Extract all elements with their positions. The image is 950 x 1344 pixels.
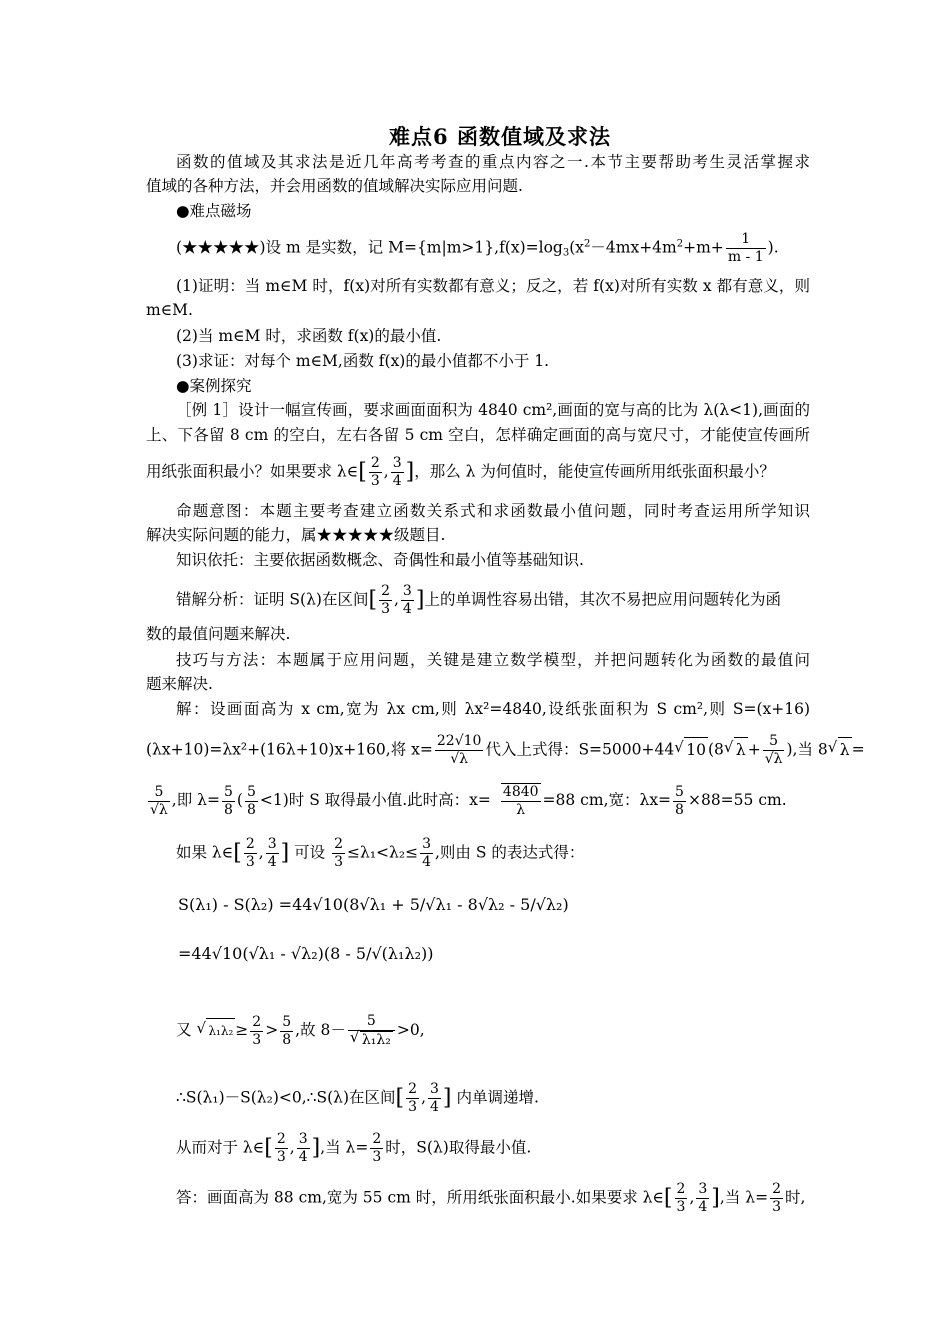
fraction: [332, 836, 345, 871]
text-run: ≤λ₁<λ₂≤: [347, 843, 419, 862]
fraction: [401, 583, 414, 618]
text-run: ,当 λ=: [719, 1188, 769, 1207]
intro-line-2: 值域的各种方法，并会用函数的值域解决实际应用问题.: [146, 177, 523, 195]
text-run: ,故 8－: [295, 1021, 346, 1039]
fraction: [244, 836, 257, 871]
numerator: 5: [246, 783, 256, 800]
part-1-line-2: m∈M.: [146, 301, 193, 319]
text-run: ]: [415, 587, 425, 613]
numerator: 22√10: [436, 733, 482, 749]
denominator: √λ: [450, 751, 469, 767]
numerator: 5: [348, 1013, 395, 1031]
text-run: 用纸张面积最小？如果要求 λ∈: [146, 462, 359, 481]
text-run: ]: [280, 840, 290, 866]
denominator: 4: [267, 854, 277, 870]
text-run: (: [236, 791, 243, 809]
text-run: [: [358, 459, 367, 485]
denominator: 4: [402, 601, 412, 617]
numerator: 1: [726, 231, 766, 249]
part-2: (2)当 m∈M 时，求函数 f(x)的最小值.: [176, 327, 442, 345]
solution-line-1: 解：设画面高为 x cm,宽为 λx cm,则 λx²=4840,设纸张面积为 S cm²,则 S=(x+16): [176, 700, 810, 718]
text-run: ),当 8: [786, 740, 828, 759]
text-run: [: [663, 1185, 673, 1211]
fraction: [435, 733, 484, 768]
numerator: 5: [282, 1013, 292, 1030]
numerator: 3: [267, 836, 277, 852]
text-run: ∴S(λ₁)－S(λ₂)<0,∴S(λ)在区间: [176, 1088, 396, 1107]
fraction: [250, 1014, 263, 1049]
text-run: (x: [569, 238, 585, 257]
text-run: ]: [711, 1185, 720, 1211]
text-run: [: [264, 1135, 273, 1161]
numerator: 4840: [502, 784, 539, 800]
text-run: >0,: [396, 1021, 425, 1039]
text-run: ).: [767, 238, 779, 257]
numerator: 3: [392, 455, 402, 471]
denominator: 4: [298, 1149, 308, 1165]
denominator: 3: [252, 1031, 262, 1048]
numerator: 2: [676, 1181, 686, 1197]
fraction: [280, 1014, 293, 1049]
text-run: ,即 λ=: [171, 791, 220, 809]
fraction: [763, 733, 785, 768]
text-run: 如果 λ∈: [176, 843, 234, 862]
text-run: 3: [562, 247, 570, 259]
denominator: m - 1: [727, 249, 764, 265]
text-run: (★★★★★): [176, 238, 266, 257]
numerator: 2: [408, 1081, 418, 1097]
denominator: 3: [245, 854, 255, 870]
denominator: 3: [408, 1099, 418, 1115]
fraction: [420, 836, 433, 871]
fraction: [696, 1181, 709, 1216]
numerator: 2: [372, 1131, 382, 1147]
denominator: 8: [246, 801, 256, 818]
problem-statement: [176, 231, 810, 266]
page-title: 难点6 函数值域及求法: [389, 124, 611, 149]
numerator: 2: [334, 836, 344, 852]
text-run: 上的单调性容易出错，其次不易把应用问题转化为函: [424, 590, 781, 609]
solution-line-4: 如果 λ∈[ $\frac{2}{3}$ , $\frac{3}{4}$ ] 可设 $\frac{2}{3}$ ≤λ₁<λ₂≤ $\frac{3}{4}$ ,则由 S 的表达式得：: [176, 836, 585, 870]
text-run: +m+: [683, 238, 724, 257]
text-run: =88 cm,宽：λx=: [542, 791, 672, 809]
numerator: 2: [370, 455, 380, 471]
part-1-line-1: (1)证明：当 m∈M 时，f(x)对所有实数都有意义；反之，若 f(x)对所有实数 x 都有意义，则: [176, 277, 810, 295]
denominator: 3: [381, 601, 390, 617]
denominator: 8: [223, 801, 233, 818]
text-run: 代入上式得：S=5000+44: [485, 740, 675, 759]
text-run: 错解分析：证明 S(λ)在区间: [176, 590, 369, 609]
thus-line: 从而对于 λ∈[ $\frac{2}{3}$ , $\frac{3}{4}$ ],当 λ= $\frac{2}{3}$ 时，S(λ)取得最小值.: [176, 1131, 532, 1165]
fraction: [379, 583, 392, 618]
denominator: 4: [698, 1199, 708, 1215]
text-run: =: [851, 740, 865, 759]
fraction: [245, 784, 258, 819]
method-line-1: 技巧与方法：本题属于应用问题，关键是建立数学模型，并把问题转化为函数的最值问: [176, 651, 810, 669]
text-run: －4mx+4m: [590, 238, 677, 257]
text-run: [: [233, 840, 242, 866]
text-run: 内单调递增.: [456, 1088, 539, 1107]
text-run: ≥: [235, 1021, 249, 1039]
denominator: λ: [516, 802, 526, 818]
denominator: 3: [676, 1199, 686, 1215]
intent-line-1: 命题意图：本题主要考查建立函数关系式和求函数最小值问题，同时考查运用所学知识: [176, 502, 810, 520]
numerator: 2: [772, 1181, 781, 1197]
denominator: 4: [392, 473, 402, 489]
text-run: (λx+10)=λx²+(16λ+10)x+160,将 x=: [146, 740, 433, 759]
numerator: 5: [223, 783, 233, 800]
also-line: [176, 1013, 810, 1049]
numerator: 2: [252, 1013, 262, 1030]
denominator: 3: [772, 1199, 781, 1215]
numerator: 3: [298, 1131, 308, 1147]
error-line-1: 错解分析：证明 S(λ)在区间[ $\frac{2}{3}$ , $\frac{3}{4}$ ]上的单调性容易出错，其次不易把应用问题转化为函: [176, 583, 781, 617]
fraction: [406, 1081, 419, 1116]
error-line-2: 数的最值问题来解决.: [146, 625, 291, 643]
fraction: [501, 783, 541, 819]
text-run: 2: [584, 238, 591, 250]
equation-2: =44√10(√λ₁ - √λ₂)(8 - 5/√(λ₁λ₂)): [178, 944, 434, 963]
text-run: ]: [405, 459, 415, 485]
square-root: √ λ₁λ₂: [206, 1018, 235, 1043]
denominator: [348, 1031, 395, 1049]
text-run: ,则由 S 的表达式得：: [434, 843, 585, 862]
answer-line: 答：画面高为 88 cm,宽为 55 cm 时，所用纸张面积最小.如果要求 λ∈[ $\frac{2}{3}$ , $\frac{3}{4}$ ],当 λ= $\frac{2}{3}$ 时,: [176, 1181, 806, 1215]
text-run: 可设: [294, 843, 326, 862]
text-run: 时,: [784, 1188, 806, 1207]
numerator: 5: [148, 784, 170, 802]
example-line-1: ［例 1］设计一幅宣传画，要求画面面积为 4840 cm²,画面的宽与高的比为 λ(λ<1),画面的: [176, 401, 810, 419]
numerator: 3: [402, 583, 412, 599]
text-run: 从而对于 λ∈: [176, 1138, 265, 1157]
text-run: [: [395, 1085, 405, 1111]
fraction: [370, 1131, 383, 1166]
denominator: 4: [422, 854, 431, 870]
numerator: 2: [381, 583, 390, 599]
numerator: 5: [763, 733, 785, 751]
solution-line-3: [146, 783, 810, 819]
part-3: (3)求证：对每个 m∈M,函数 f(x)的最小值都不小于 1.: [176, 352, 550, 370]
therefore-line: ∴S(λ₁)－S(λ₂)<0,∴S(λ)在区间[ $\frac{2}{3}$ , $\frac{3}{4}$ ] 内单调递增.: [176, 1081, 539, 1115]
fraction: [726, 231, 766, 266]
text-run: ]: [311, 1135, 321, 1161]
square-root: √ λ: [838, 737, 852, 762]
example-line-2: 上、下各留 8 cm 的空白，左右各留 5 cm 空白，怎样确定画面的高与宽尺寸，才能使宣传画所: [146, 426, 810, 444]
text-run: (8: [707, 740, 724, 759]
square-root: √ 10: [684, 737, 708, 762]
text-run: 答：画面高为 88 cm,宽为 55 cm 时，所用纸张面积最小.如果要求 λ∈: [176, 1188, 664, 1207]
denominator: 4: [430, 1099, 439, 1115]
denominator: 8: [675, 801, 684, 818]
fraction: [275, 1131, 288, 1166]
denominator: 3: [372, 1149, 382, 1165]
text-run: 2: [676, 238, 684, 250]
fraction: [148, 784, 170, 819]
intro-line-1: 函数的值域及其求法是近几年高考考查的重点内容之一.本节主要帮助考生灵活掌握求: [176, 153, 810, 171]
text-run: 设 m 是实数，记 M={m|m>1},f(x)=log: [265, 238, 563, 257]
numerator: 3: [698, 1181, 708, 1197]
fraction: [222, 784, 235, 819]
knowledge-line: 知识依托：主要依据函数概念、奇偶性和最小值等基础知识.: [176, 551, 584, 569]
section-case: ●案例探究: [176, 377, 252, 395]
denominator: 3: [334, 854, 344, 870]
text-run: <1)时 S 取得最小值.此时高：x=: [259, 791, 491, 809]
text-run: [: [368, 587, 378, 613]
text-run: ×88=55 cm.: [687, 791, 787, 809]
fraction: [428, 1081, 441, 1116]
section-difficulty: ●难点磁场: [176, 202, 252, 220]
solution-line-2: (λx+10)=λx²+(16λ+10)x+160,将 x= $\frac{22√10}{√\lambda}$ 代入上式得：S=5000+44√ 10 (8√ λ + $\frac{5}{√\lambda}$ ),当 8√ λ =: [146, 733, 810, 768]
denominator: 3: [370, 473, 380, 489]
text-run: 时，S(λ)取得最小值.: [385, 1138, 532, 1157]
numerator: 3: [430, 1081, 439, 1097]
text-run: ，那么 λ 为何值时，能使宣传画所用纸张面积最小？: [414, 462, 775, 481]
text-run: >: [265, 1021, 279, 1039]
text-run: ]: [442, 1085, 452, 1111]
denominator: √λ: [764, 751, 783, 767]
square-root: √ λ: [734, 737, 748, 762]
fraction: [673, 784, 686, 819]
equation-1: S(λ₁) - S(λ₂) =44√10(8√λ₁ + 5/√λ₁ - 8√λ₂ - 5/√λ₂): [178, 895, 569, 914]
fraction: [675, 1181, 688, 1216]
square-root: √ λ₁λ₂: [360, 1031, 393, 1049]
fraction: [770, 1181, 783, 1216]
denominator: 3: [276, 1149, 286, 1165]
example-line-3: 用纸张面积最小？如果要求 λ∈[ $\frac{2}{3}$ , $\frac{3}{4}$ ]，那么 λ 为何值时，能使宣传画所用纸张面积最小？: [146, 455, 775, 489]
fraction: [266, 836, 279, 871]
text-run: ,当 λ=: [320, 1138, 369, 1157]
fraction: [391, 455, 404, 490]
intent-line-2: 解决实际问题的能力，属★★★★★级题目.: [146, 526, 446, 544]
fraction: [369, 455, 382, 490]
fraction: [297, 1131, 310, 1166]
text-run: 又: [176, 1021, 192, 1039]
denominator: 8: [282, 1031, 292, 1048]
numerator: 2: [276, 1131, 286, 1147]
fraction: [348, 1013, 395, 1049]
numerator: 3: [422, 836, 431, 852]
numerator: 5: [675, 783, 684, 800]
denominator: √λ: [150, 801, 168, 818]
numerator: 2: [245, 836, 255, 852]
method-line-2: 题来解决.: [146, 675, 213, 693]
